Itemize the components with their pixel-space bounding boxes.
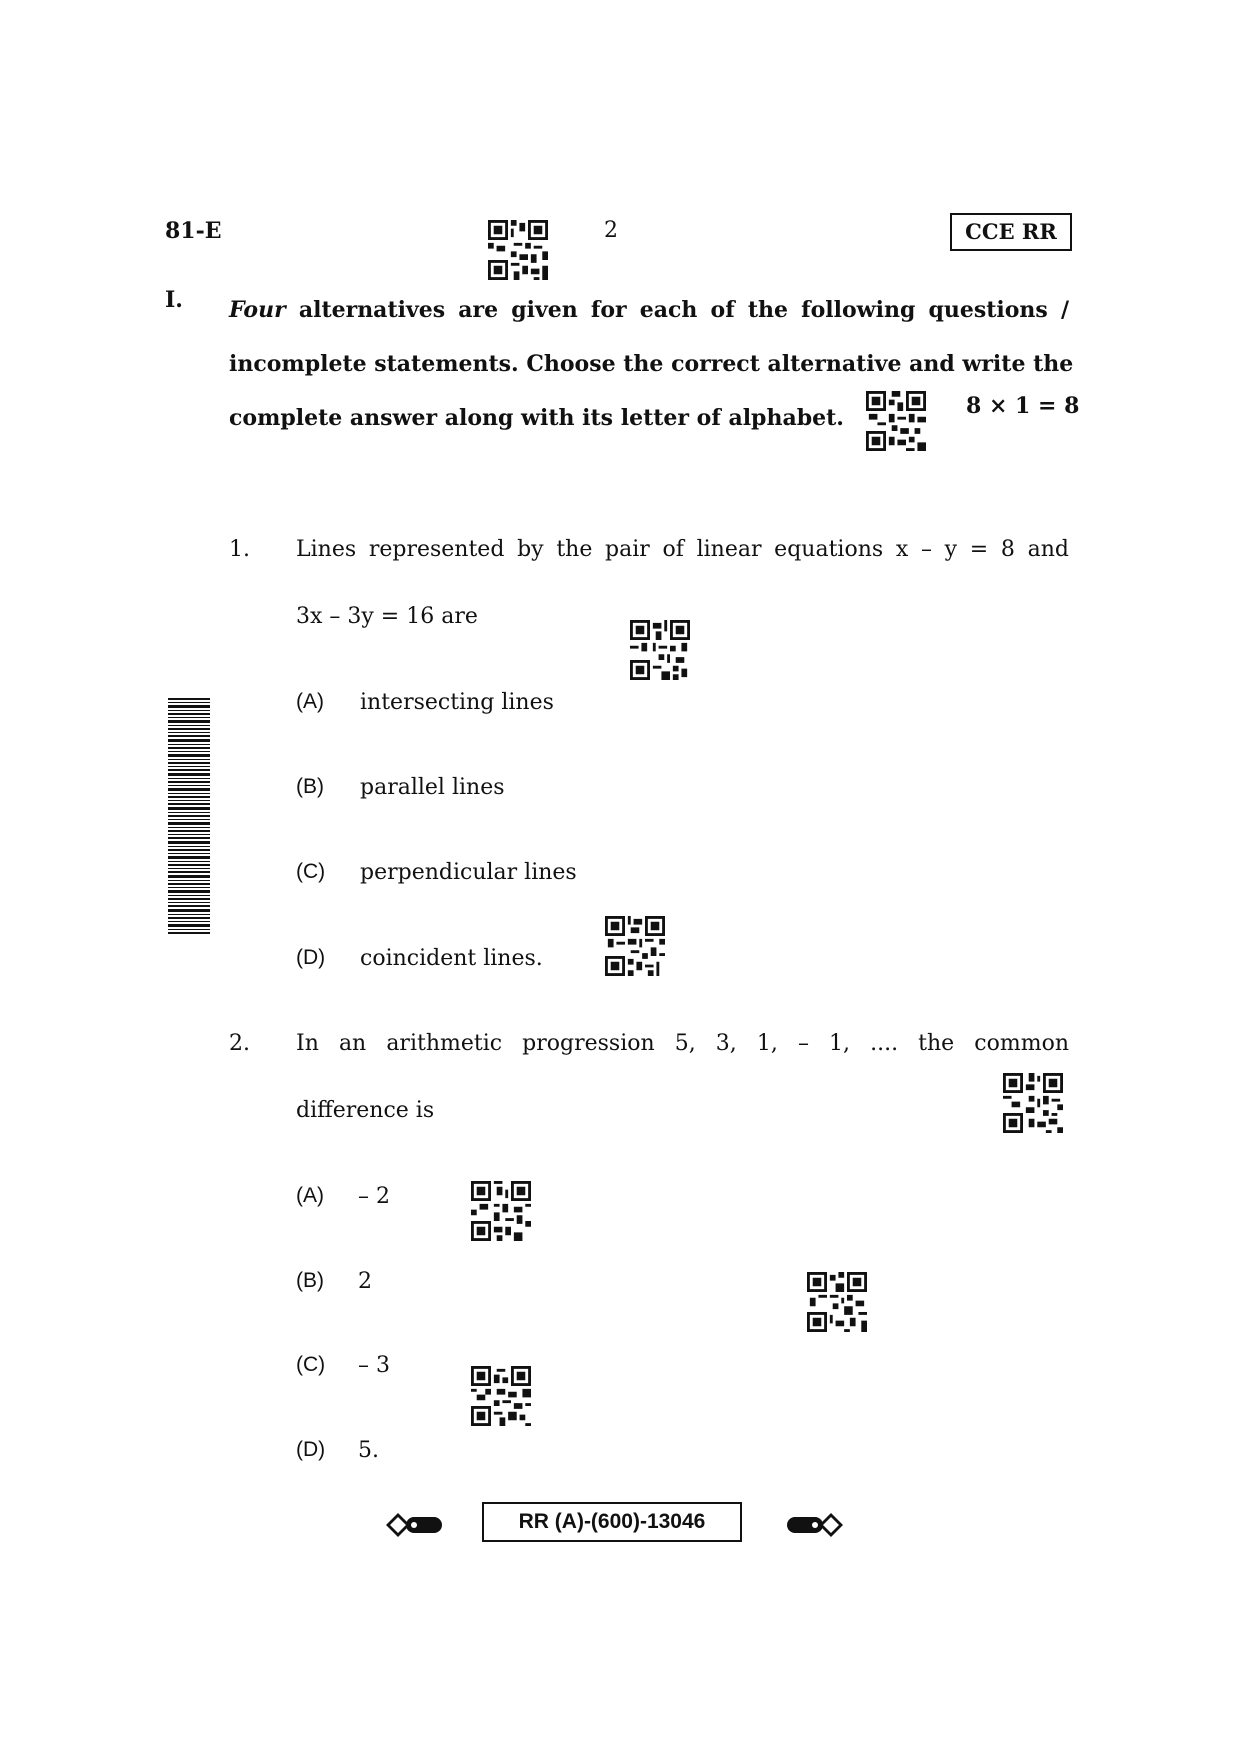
question-text-line: In an arithmetic progression 5, 3, 1, – 1, .... the common <box>296 1031 1069 1056</box>
option-row <box>296 1184 324 1208</box>
option-text: parallel lines <box>360 775 505 800</box>
option-text: intersecting lines <box>360 690 554 715</box>
question-text-line: 3x – 3y = 16 are <box>296 604 478 629</box>
paper-code: 81-E <box>165 218 222 244</box>
option-row <box>296 690 324 714</box>
left-ornament-icon <box>384 1508 444 1542</box>
question-number: 1. <box>229 537 250 562</box>
option-text: perpendicular lines <box>360 860 577 885</box>
option-row <box>296 946 325 970</box>
option-text: – 2 <box>358 1184 390 1209</box>
right-ornament-icon <box>785 1508 845 1542</box>
option-row <box>296 775 324 799</box>
qr-code-icon <box>605 916 665 976</box>
option-letter: (A) <box>296 1184 324 1207</box>
option-letter: (D) <box>296 946 326 969</box>
series-box: CCE RR <box>950 213 1072 251</box>
option-row <box>296 1353 325 1377</box>
option-text: 5. <box>358 1438 379 1463</box>
instruction-line-2: incomplete statements. Choose the correct alternative and write the <box>229 351 1074 377</box>
option-letter: (B) <box>296 1269 324 1292</box>
option-letter: (C) <box>296 860 326 883</box>
option-text: – 3 <box>358 1353 390 1378</box>
section-number: I. <box>165 287 183 313</box>
qr-code-icon <box>1003 1073 1063 1133</box>
qr-code-icon <box>807 1272 867 1332</box>
footer-code: RR (A)-(600)-13046 <box>482 1502 742 1542</box>
barcode-icon <box>168 698 210 936</box>
instruction-line1-rest: alternatives are given for each of the following questions / <box>298 297 1069 323</box>
option-letter: (D) <box>296 1438 326 1461</box>
section-instruction <box>229 283 1074 445</box>
question-text-line: Lines represented by the pair of linear equations x – y = 8 and <box>296 537 1069 562</box>
option-letter: (B) <box>296 775 324 798</box>
qr-code-icon <box>488 220 548 280</box>
instruction-line-3: complete answer along with its letter of alphabet. <box>229 405 844 431</box>
instruction-lead: Four <box>229 297 286 323</box>
option-letter: (C) <box>296 1353 326 1376</box>
instruction-line-1 <box>229 283 1069 337</box>
qr-code-icon <box>471 1181 531 1241</box>
option-text: 2 <box>358 1269 372 1294</box>
option-letter: (A) <box>296 690 324 713</box>
option-row <box>296 860 325 884</box>
option-row <box>296 1438 325 1462</box>
qr-code-icon <box>866 391 926 451</box>
qr-code-icon <box>630 620 690 680</box>
qr-code-icon <box>471 1366 531 1426</box>
page-number: 2 <box>604 218 618 243</box>
option-text: coincident lines. <box>360 946 543 971</box>
option-row <box>296 1269 324 1293</box>
question-number: 2. <box>229 1031 250 1056</box>
question-text-line: difference is <box>296 1098 435 1123</box>
marks-allotment: 8 × 1 = 8 <box>966 393 1080 419</box>
